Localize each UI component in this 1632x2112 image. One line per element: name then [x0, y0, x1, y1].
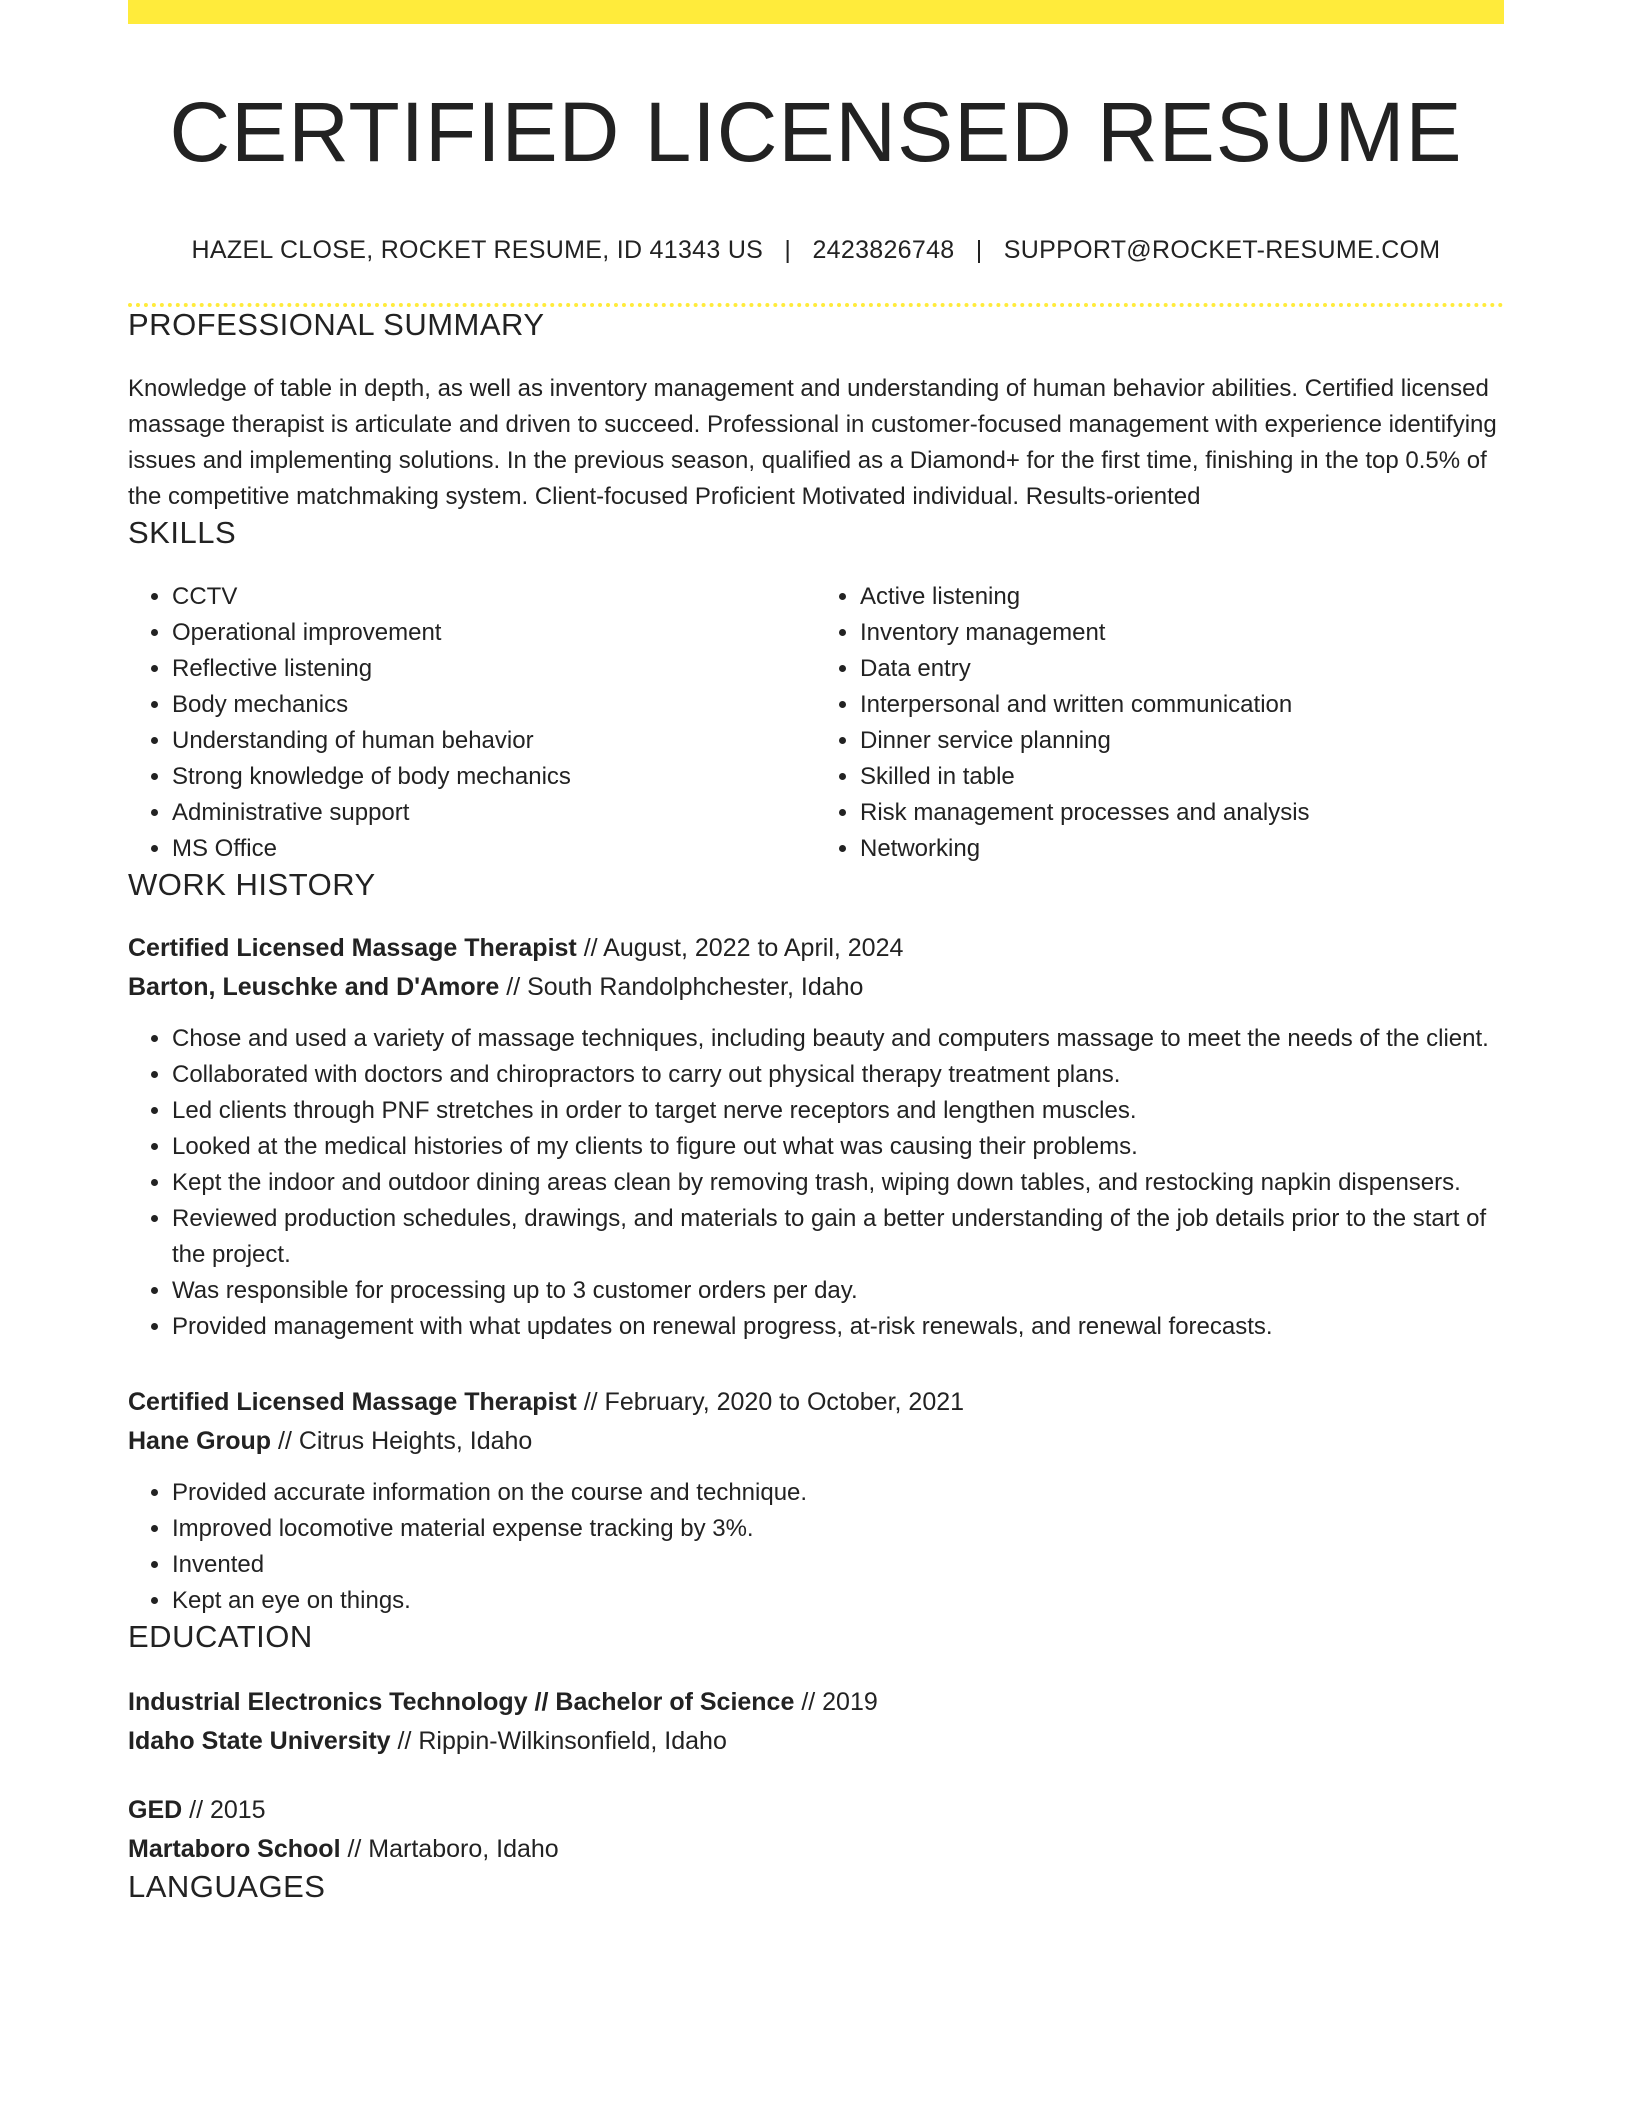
skill-item: • Operational improvement [172, 615, 816, 651]
skill-item: • Skilled in table [860, 759, 1504, 795]
contact-address: HAZEL CLOSE, ROCKET RESUME, ID 41343 US [191, 236, 764, 265]
job-bullet: • Kept the indoor and outdoor dining areas clean by removing trash, wiping down tables, and restocking napkin dispensers. [172, 1165, 1504, 1201]
education-entry [128, 1791, 1504, 1869]
skill-item: • MS Office [172, 831, 816, 867]
education-location: // Martaboro, Idaho [340, 1835, 559, 1864]
skill-item: • Networking [860, 831, 1504, 867]
education-degree-line [128, 1683, 1504, 1722]
job-header [128, 929, 1504, 1007]
contact-phone: 2423826748 [812, 236, 955, 265]
job-title: Certified Licensed Massage Therapist [128, 1388, 577, 1417]
education-entry [128, 1683, 1504, 1761]
education-school-line [128, 1830, 1504, 1869]
job-company-line [128, 968, 1504, 1007]
education-heading: EDUCATION [128, 1619, 313, 1655]
job-bullet: • Provided accurate information on the course and technique. [172, 1475, 1504, 1511]
skills-columns [128, 579, 1504, 867]
skills-left-list [128, 579, 816, 867]
job-header [128, 1383, 1504, 1461]
education-degree-line [128, 1791, 1504, 1830]
languages-heading: LANGUAGES [128, 1869, 326, 1905]
skill-item: • Risk management processes and analysis [860, 795, 1504, 831]
job-bullet: • Provided management with what updates on renewal progress, at-risk renewals, and renewal forecasts. [172, 1309, 1504, 1345]
education-location: // Rippin-Wilkinsonfield, Idaho [390, 1727, 727, 1756]
skills-heading: SKILLS [128, 515, 237, 551]
skill-item: • Dinner service planning [860, 723, 1504, 759]
resume-title: CERTIFIED LICENSED RESUME [169, 85, 1463, 179]
job-bullet: • Looked at the medical histories of my clients to figure out what was causing their problems. [172, 1129, 1504, 1165]
education-school-line [128, 1722, 1504, 1761]
skills-right-list [816, 579, 1504, 867]
summary-text: Knowledge of table in depth, as well as inventory management and understanding of human behavior abilities. Certified licensed massage therapist is articulate and driven to succeed. Professional in customer-focused management with experience identifying issues and implementing solutions. In the previous season, qualified as a Diamond+ for the first time, finishing in the top 0.5% of the competitive matchmaking system. Client-focused Proficient Motivated individual. Results-oriented [128, 375, 1497, 511]
job-bullet: • Invented [172, 1547, 1504, 1583]
job-bullets [128, 1021, 1504, 1345]
job-title: Certified Licensed Massage Therapist [128, 934, 577, 963]
skill-item: • Body mechanics [172, 687, 816, 723]
work-history-heading: WORK HISTORY [128, 867, 376, 903]
education-degree: GED [128, 1796, 183, 1825]
contact-separator: | [784, 236, 792, 265]
job-bullets [128, 1475, 1504, 1619]
job-company: Barton, Leuschke and D'Amore [128, 973, 500, 1002]
resume-content [128, 0, 1504, 1905]
job-bullet: • Was responsible for processing up to 3 customer orders per day. [172, 1273, 1504, 1309]
job-dates: // August, 2022 to April, 2024 [576, 934, 904, 963]
skill-item: • Reflective listening [172, 651, 816, 687]
education-school: Idaho State University [128, 1727, 391, 1756]
skill-item: • Strong knowledge of body mechanics [172, 759, 816, 795]
skill-item: • Understanding of human behavior [172, 723, 816, 759]
job-location: // Citrus Heights, Idaho [271, 1427, 533, 1456]
job-bullet: • Collaborated with doctors and chiropractors to carry out physical therapy treatment plans. [172, 1057, 1504, 1093]
job-company-line [128, 1422, 1504, 1461]
job-bullet: • Led clients through PNF stretches in order to target nerve receptors and lengthen muscles. [172, 1093, 1504, 1129]
skill-item: • Inventory management [860, 615, 1504, 651]
contact-line [128, 236, 1504, 265]
summary-heading: PROFESSIONAL SUMMARY [128, 307, 545, 343]
contact-email: SUPPORT@ROCKET-RESUME.COM [1003, 236, 1441, 265]
job-location: // South Randolphchester, Idaho [499, 973, 864, 1002]
education-year: // 2019 [794, 1688, 878, 1717]
job-bullet: • Chose and used a variety of massage techniques, including beauty and computers massage to meet the needs of the client. [172, 1021, 1504, 1057]
job-bullet: • Improved locomotive material expense tracking by 3%. [172, 1511, 1504, 1547]
education-school: Martaboro School [128, 1835, 341, 1864]
job-bullet: • Reviewed production schedules, drawings, and materials to gain a better understanding of the job details prior to the start of the project. [172, 1201, 1504, 1273]
accent-top-bar [128, 0, 1504, 24]
skill-item: • Data entry [860, 651, 1504, 687]
skill-item: • Interpersonal and written communication [860, 687, 1504, 723]
job-title-line [128, 929, 1504, 968]
job-dates: // February, 2020 to October, 2021 [576, 1388, 965, 1417]
job-company: Hane Group [128, 1427, 272, 1456]
skill-item: • Active listening [860, 579, 1504, 615]
job-title-line [128, 1383, 1504, 1422]
education-year: // 2015 [182, 1796, 266, 1825]
skill-item: • Administrative support [172, 795, 816, 831]
skill-item: • CCTV [172, 579, 816, 615]
job-bullet: • Kept an eye on things. [172, 1583, 1504, 1619]
education-degree: Industrial Electronics Technology // Bachelor of Science [128, 1688, 795, 1717]
contact-separator: | [975, 236, 983, 265]
